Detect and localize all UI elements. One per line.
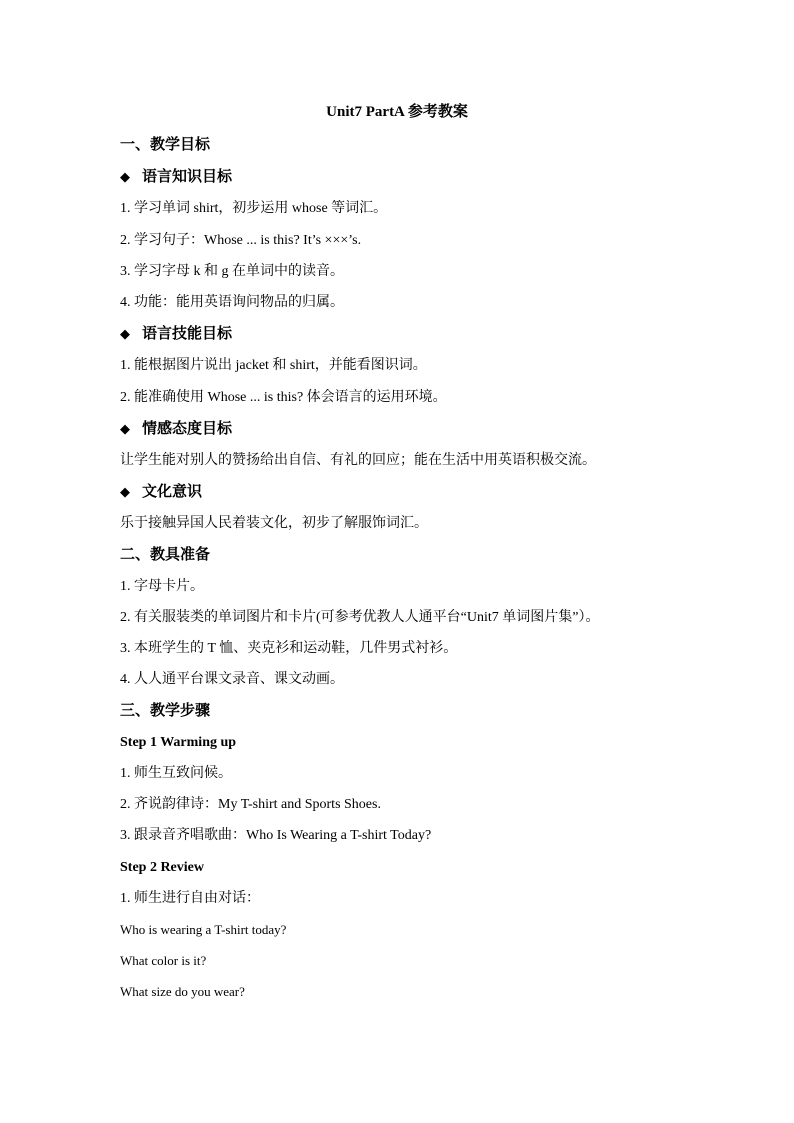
section-heading-materials: 二、教具准备 xyxy=(120,546,211,563)
subsection-heading-skills xyxy=(120,318,680,350)
list-item: 3. 本班学生的 T 恤、夹克衫和运动鞋，几件男式衬衫。 xyxy=(120,641,458,657)
list-item: 2. 有关服装类的单词图片和卡片(可参考优教人人通平台“Unit7 单词图片集”）。 xyxy=(120,610,600,626)
list-item: 1. 学习单词 shirt，初步运用 whose 等词汇。 xyxy=(120,201,388,217)
subsection-heading-text: 文化意识 xyxy=(142,484,203,501)
dialogue-line: Who is wearing a T-shirt today? xyxy=(120,922,287,938)
paragraph: 乐于接触异国人民着装文化，初步了解服饰词汇。 xyxy=(120,516,428,532)
list-item: 2. 学习句子：Whose ... is this? It’s ×××’s. xyxy=(120,232,362,248)
subsection-heading-culture xyxy=(120,476,680,508)
section-heading-goals: 一、教学目标 xyxy=(120,137,211,153)
dialogue-line: What color is it? xyxy=(120,953,207,969)
list-item: 1. 能根据图片说出 jacket 和 shirt，并能看图识词。 xyxy=(120,358,427,374)
subsection-heading-text: 语言技能目标 xyxy=(142,326,233,343)
list-item: 4. 功能：能用英语询问物品的归属。 xyxy=(120,295,344,311)
dialogue-line: What size do you wear? xyxy=(120,984,245,1000)
subsection-heading-text: 语言知识目标 xyxy=(142,169,233,186)
list-item: 2. 齐说韵律诗：My T-shirt and Sports Shoes. xyxy=(120,797,381,813)
diamond-bullet-icon: ◆ xyxy=(120,420,130,436)
subsection-heading-text: 情感态度目标 xyxy=(142,420,233,437)
section-heading-steps: 三、教学步骤 xyxy=(120,702,211,719)
diamond-bullet-icon: ◆ xyxy=(120,326,130,342)
paragraph: 让学生能对别人的赞扬给出自信、有礼的回应；能在生活中用英语积极交流。 xyxy=(120,453,596,469)
list-item: 3. 跟录音齐唱歌曲：Who Is Wearing a T-shirt Today? xyxy=(120,828,432,844)
subsection-heading-attitude xyxy=(120,413,680,445)
subsection-heading-knowledge xyxy=(120,161,680,193)
list-item: 4. 人人通平台课文录音、课文动画。 xyxy=(120,672,344,688)
document-body xyxy=(120,130,680,1008)
page-title: Unit7 PartA 参考教案 xyxy=(326,104,468,120)
list-item: 2. 能准确使用 Whose ... is this? 体会语言的运用环境。 xyxy=(120,389,447,405)
list-item: 1. 字母卡片。 xyxy=(120,578,204,594)
list-item: 1. 师生进行自由对话： xyxy=(120,890,260,906)
step-heading: Step 2 Review xyxy=(120,859,204,875)
diamond-bullet-icon: ◆ xyxy=(120,484,130,500)
step-heading: Step 1 Warming up xyxy=(120,734,237,750)
list-item: 3. 学习字母 k 和 g 在单词中的读音。 xyxy=(120,263,344,279)
list-item: 1. 师生互致问候。 xyxy=(120,766,232,782)
diamond-bullet-icon: ◆ xyxy=(120,169,130,185)
